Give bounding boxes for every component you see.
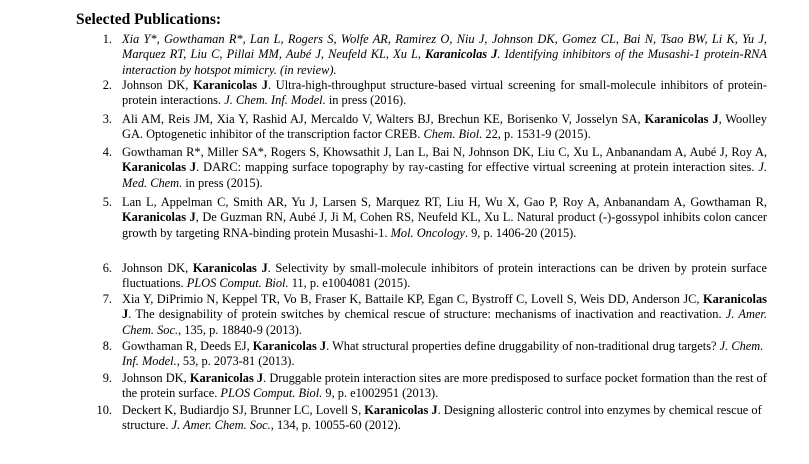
citation-text: , 135, p. 18840-9 (2013).	[178, 322, 302, 337]
citation-text: Xia Y, DiPrimio N, Keppel TR, Vo B, Fraser K, Battaile KP, Egan C, Bystroff C, Lovell S, Weis DD, Anderson JC,	[122, 292, 703, 306]
publication-citation	[122, 195, 767, 241]
citation-italic-text: PLOS Comput. Biol.	[186, 276, 289, 291]
publication-number: 1.	[102, 32, 112, 46]
citation-text: , 134, p. 10055-60 (2012).	[270, 418, 401, 433]
citation-text: Ali AM, Reis JM, Xia Y, Rashid AJ, Mercaldo V, Walters BJ, Brechun KE, Borisenko V, Josselyn SA,	[122, 112, 645, 126]
publication-number: 4.	[102, 145, 112, 159]
citation-text: , Woolley GA. Optogenetic inhibitor of the transcription factor CREB.	[122, 112, 767, 142]
citation-text: . Designing allosteric control into enzymes by chemical rescue of structure.	[122, 403, 762, 433]
citation-italic-text: Mol. Oncology	[390, 225, 465, 240]
citation-text: in press (2016).	[325, 93, 407, 108]
citation-text: , De Guzman RN, Aubé J, Ji M, Cohen RS, Neufeld KL, Xu L. Natural product (-)-gossypol inhibits colon cancer growth by targeting RNA-binding protein Musashi-1.	[122, 210, 768, 240]
author-highlight: Karanicolas J	[644, 112, 719, 126]
citation-italic-text: PLOS Comput. Biol.	[220, 386, 323, 401]
citation-text: 11, p. e1004081 (2015).	[288, 276, 411, 291]
citation-italic-text: J. Chem. Inf. Model.	[224, 93, 326, 108]
citation-text: Lan L, Appelman C, Smith AR, Yu J, Larsen S, Marquez RT, Liu H, Wu X, Gao P, Roy A, Anbanandam A, Gowthaman R,	[122, 195, 767, 209]
citation-text: Johnson DK,	[122, 78, 194, 92]
citation-text: . Druggable protein interaction sites are more predisposed to surface pocket formation than the rest of the protein surface.	[122, 371, 767, 401]
citation-text: . 9, p. 1406-20 (2015).	[464, 225, 577, 240]
citation-text: . The designability of protein switches by chemical rescue of structure: mechanisms of inactivation and reactivation.	[128, 307, 726, 322]
citation-italic-text: Chem. Biol.	[423, 127, 483, 142]
citation-italic-text: Xia Y*, Gowthaman R*, Lan L, Rogers S, Wolfe AR, Ramirez O, Niu J, Johnson DK, Gomez CL, Bai N, Tsao BW, Li K, Yu J, Marquez RT, Liu C, Pillai MM, Aubé J, Neufeld KL, Xu L,	[122, 32, 767, 62]
publication-citation	[122, 112, 767, 143]
citation-italic-text: J. Med. Chem.	[122, 160, 768, 190]
publication-number: 10.	[96, 403, 112, 417]
publication-citation	[122, 78, 767, 109]
author-highlight: Karanicolas J	[122, 160, 197, 175]
publication-number: 6.	[102, 261, 112, 275]
citation-text: in press (2015).	[182, 175, 263, 190]
publication-number: 2.	[102, 78, 112, 92]
author-highlight: Karanicolas J	[122, 292, 767, 322]
citation-text: , 53, p. 2073-81 (2013).	[176, 354, 295, 369]
citation-text: 9, p. e1002951 (2013).	[322, 386, 439, 401]
citation-text: . Ultra-high-throughput structure-based virtual screening for small-molecule inhibitors of protein-protein interactions.	[122, 78, 768, 108]
author-highlight: Karanicolas J	[122, 210, 196, 225]
citation-text: . DARC: mapping surface topography by ray-casting for effective virtual screening at protein interaction sites.	[196, 160, 759, 175]
publication-number: 5.	[102, 195, 112, 209]
author-highlight: Karanicolas J	[193, 78, 268, 92]
citation-text: Johnson DK,	[122, 261, 193, 275]
citation-italic-text: J. Chem. Inf. Model.	[122, 339, 764, 369]
publication-citation	[122, 371, 767, 402]
publication-number: 8.	[102, 339, 112, 353]
publication-citation	[122, 403, 767, 434]
citation-text: Deckert K, Budiardjo SJ, Brunner LC, Lovell S,	[122, 403, 365, 417]
publication-citation	[122, 261, 767, 292]
citation-text: 22, p. 1531-9 (2015).	[482, 127, 591, 142]
author-highlight: Karanicolas J	[189, 371, 264, 385]
publication-citation	[122, 32, 767, 78]
publication-number: 9.	[102, 371, 112, 385]
citation-text: Gowthaman R*, Miller SA*, Rogers S, Khowsathit J, Lan L, Bai N, Johnson DK, Liu C, Xu L, Anbanandam A, Aubé J, Roy A,	[122, 145, 767, 159]
author-highlight: Karanicolas J	[364, 403, 438, 417]
citation-text: . What structural properties define druggability of non-traditional drug targets?	[326, 339, 720, 353]
author-highlight: Karanicolas J	[192, 261, 268, 275]
publication-citation	[122, 292, 767, 338]
citation-text: . Selectivity by small-molecule inhibitors of protein interactions can be driven by protein surface fluctuations.	[122, 261, 768, 291]
citation-text: Johnson DK,	[122, 371, 190, 385]
publication-number: 7.	[102, 292, 112, 306]
citation-italic-text: . Identifying inhibitors of the Musashi-1 protein-RNA interaction by hotspot mimicry. (in review).	[122, 47, 767, 77]
section-heading: Selected Publications:	[76, 11, 222, 28]
citation-italic-text: J. Amer. Chem. Soc.	[171, 418, 271, 433]
publication-citation	[122, 339, 767, 370]
citation-text: Gowthaman R, Deeds EJ,	[122, 339, 253, 353]
publication-number: 3.	[102, 112, 112, 126]
author-highlight: Karanicolas J	[252, 339, 327, 353]
author-highlight: Karanicolas J	[425, 47, 498, 62]
citation-italic-text: J. Amer. Chem. Soc.	[122, 307, 767, 337]
publication-citation	[122, 145, 767, 191]
